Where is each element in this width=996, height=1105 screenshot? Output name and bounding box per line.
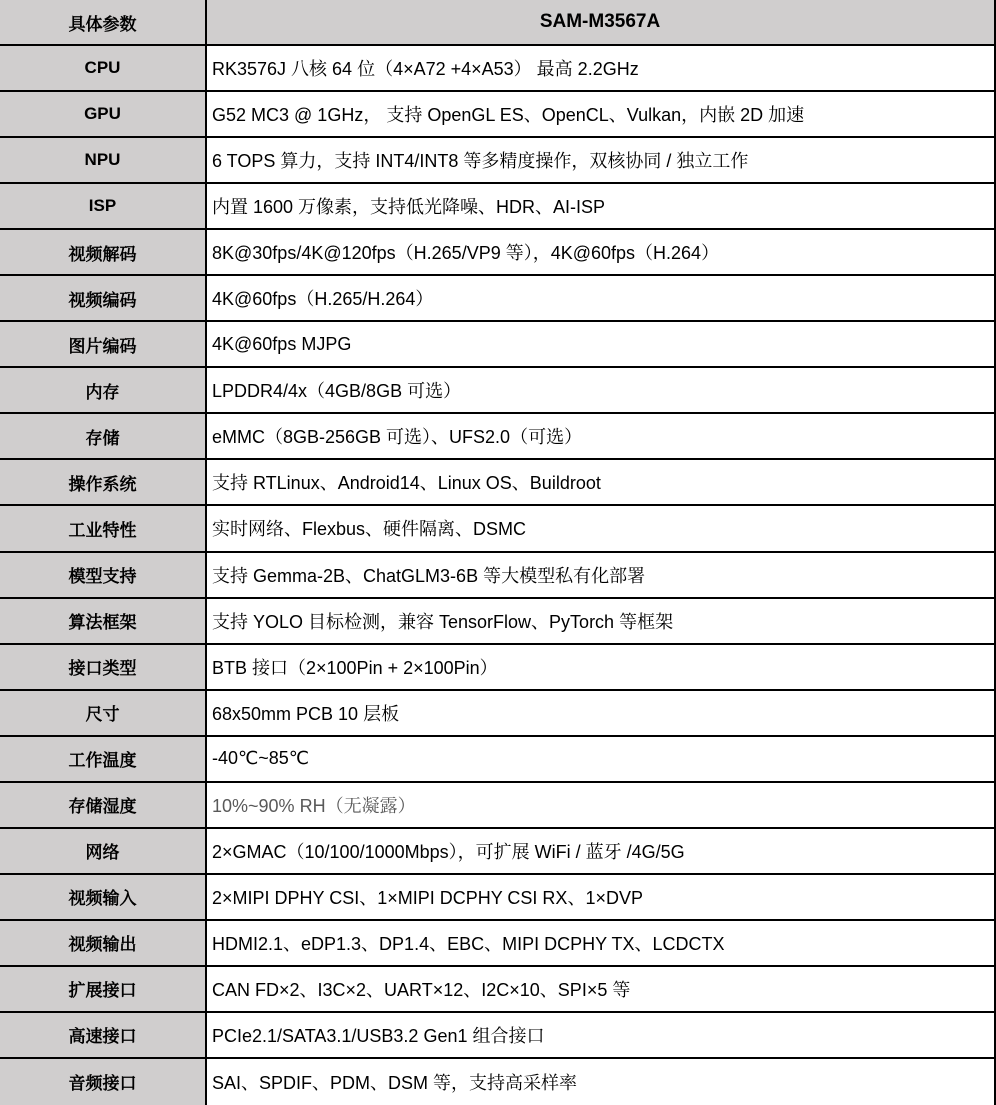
table-row [0, 783, 994, 829]
table-header-row [0, 0, 994, 46]
param-name-cell: 算法框架 [0, 599, 207, 643]
table-row [0, 322, 994, 368]
table-row [0, 506, 994, 552]
table-row [0, 967, 994, 1013]
param-value-cell: SAI、SPDIF、PDM、DSM 等，支持高采样率 [207, 1059, 994, 1105]
table-row [0, 599, 994, 645]
param-value-cell: 4K@60fps（H.265/H.264） [207, 276, 994, 320]
param-value-cell: G52 MC3 @ 1GHz， 支持 OpenGL ES、OpenCL、Vulkan，内嵌 2D 加速 [207, 92, 994, 136]
param-value-cell: 支持 Gemma-2B、ChatGLM3-6B 等大模型私有化部署 [207, 553, 994, 597]
param-value-cell: -40℃~85℃ [207, 737, 994, 781]
param-value-cell: 支持 YOLO 目标检测，兼容 TensorFlow、PyTorch 等框架 [207, 599, 994, 643]
param-value-cell: eMMC（8GB-256GB 可选）、UFS2.0（可选） [207, 414, 994, 458]
param-name-cell: 扩展接口 [0, 967, 207, 1011]
table-row [0, 921, 994, 967]
table-row [0, 829, 994, 875]
param-name-cell: 网络 [0, 829, 207, 873]
param-name-cell: 工业特性 [0, 506, 207, 550]
param-name-cell: GPU [0, 92, 207, 136]
param-name-cell: 视频解码 [0, 230, 207, 274]
param-name-cell: 高速接口 [0, 1013, 207, 1057]
param-name-cell: 视频输出 [0, 921, 207, 965]
param-name-cell: 操作系统 [0, 460, 207, 504]
table-row [0, 230, 994, 276]
param-name-cell: 视频输入 [0, 875, 207, 919]
param-name-cell: 图片编码 [0, 322, 207, 366]
table-row [0, 368, 994, 414]
param-value-cell: 10%~90% RH（无凝露） [207, 783, 994, 827]
param-name-cell: 存储 [0, 414, 207, 458]
param-name-cell: 尺寸 [0, 691, 207, 735]
param-value-cell: BTB 接口（2×100Pin + 2×100Pin） [207, 645, 994, 689]
param-name-cell: 存储湿度 [0, 783, 207, 827]
param-name-cell: ISP [0, 184, 207, 228]
param-value-cell: PCIe2.1/SATA3.1/USB3.2 Gen1 组合接口 [207, 1013, 994, 1057]
table-row [0, 553, 994, 599]
param-name-cell: 接口类型 [0, 645, 207, 689]
param-value-cell: 支持 RTLinux、Android14、Linux OS、Buildroot [207, 460, 994, 504]
param-name-cell: 视频编码 [0, 276, 207, 320]
table-row [0, 460, 994, 506]
table-row [0, 276, 994, 322]
table-row [0, 645, 994, 691]
param-name-cell: 音频接口 [0, 1059, 207, 1105]
table-row [0, 691, 994, 737]
model-name-header: SAM-M3567A [207, 0, 994, 44]
table-row [0, 1059, 994, 1105]
param-name-cell: 内存 [0, 368, 207, 412]
table-row [0, 138, 994, 184]
param-value-cell: 实时网络、Flexbus、硬件隔离、DSMC [207, 506, 994, 550]
table-row [0, 184, 994, 230]
table-row [0, 92, 994, 138]
table-row [0, 1013, 994, 1059]
param-value-cell: RK3576J 八核 64 位（4×A72 +4×A53） 最高 2.2GHz [207, 46, 994, 90]
param-value-cell: LPDDR4/4x（4GB/8GB 可选） [207, 368, 994, 412]
table-row [0, 46, 994, 92]
param-value-cell: HDMI2.1、eDP1.3、DP1.4、EBC、MIPI DCPHY TX、LCDCTX [207, 921, 994, 965]
param-column-header: 具体参数 [0, 0, 207, 44]
param-value-cell: 8K@30fps/4K@120fps（H.265/VP9 等），4K@60fps（H.264） [207, 230, 994, 274]
param-name-cell: NPU [0, 138, 207, 182]
param-value-cell: CAN FD×2、I3C×2、UART×12、I2C×10、SPI×5 等 [207, 967, 994, 1011]
table-row [0, 414, 994, 460]
table-row [0, 737, 994, 783]
param-value-cell: 4K@60fps MJPG [207, 322, 994, 366]
param-name-cell: 工作温度 [0, 737, 207, 781]
param-name-cell: CPU [0, 46, 207, 90]
param-value-cell: 内置 1600 万像素，支持低光降噪、HDR、AI-ISP [207, 184, 994, 228]
param-name-cell: 模型支持 [0, 553, 207, 597]
param-value-cell: 68x50mm PCB 10 层板 [207, 691, 994, 735]
param-value-cell: 6 TOPS 算力，支持 INT4/INT8 等多精度操作，双核协同 / 独立工作 [207, 138, 994, 182]
param-value-cell: 2×GMAC（10/100/1000Mbps），可扩展 WiFi / 蓝牙 /4G/5G [207, 829, 994, 873]
param-value-cell: 2×MIPI DPHY CSI、1×MIPI DCPHY CSI RX、1×DVP [207, 875, 994, 919]
table-row [0, 875, 994, 921]
